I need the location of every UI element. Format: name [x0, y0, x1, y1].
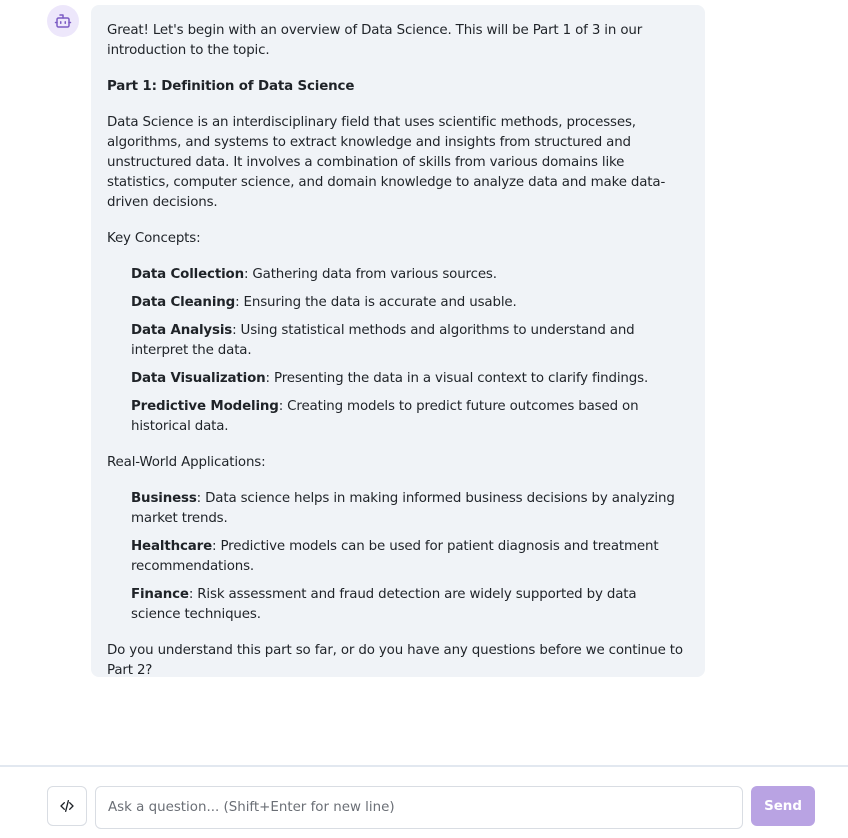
message-definition: Data Science is an interdisciplinary field that uses scientific methods, processes, algorithms, and systems to extract knowledge and insights from structured and unstructured data. It involves a combination of skills from various domains like statistics, computer science, and domain knowledge to analyze data and make data-driven decisions.: [107, 115, 666, 210]
list-item: [131, 537, 689, 577]
list-item-term: Data Collection: [131, 267, 244, 282]
list-item: [131, 321, 689, 361]
applications-list: [107, 489, 689, 625]
list-item-term: Data Visualization: [131, 371, 266, 386]
list-item-term: Healthcare: [131, 539, 213, 554]
key-concepts-label: Key Concepts:: [107, 231, 201, 246]
list-item-term: Data Cleaning: [131, 295, 236, 310]
list-item-desc: : Ensuring the data is accurate and usable.: [235, 295, 517, 310]
list-item-desc: : Data science helps in making informed business decisions by analyzing market trends.: [131, 491, 675, 526]
list-item-desc: : Risk assessment and fraud detection are widely supported by data science techniques.: [131, 587, 637, 622]
list-item-term: Finance: [131, 587, 189, 602]
input-bar: [0, 765, 848, 838]
question-input[interactable]: [95, 786, 743, 829]
list-item-desc: : Using statistical methods and algorithms to understand and interpret the data.: [131, 323, 635, 358]
list-item-term: Business: [131, 491, 197, 506]
list-item: [131, 397, 689, 437]
list-item-desc: : Gathering data from various sources.: [243, 267, 497, 282]
bot-avatar: [47, 5, 79, 37]
list-item: [131, 293, 689, 313]
list-item-term: Predictive Modeling: [131, 399, 279, 414]
message-closing: Do you understand this part so far, or do you have any questions before we continue to Part 2?: [107, 643, 683, 678]
message-heading: Part 1: Definition of Data Science: [107, 79, 355, 94]
list-item-desc: : Creating models to predict future outcomes based on historical data.: [131, 399, 639, 434]
list-item-desc: : Presenting the data in a visual context to clarify findings.: [265, 371, 649, 386]
applications-label: Real-World Applications:: [107, 455, 266, 470]
list-item: [131, 265, 689, 285]
list-item: [131, 369, 689, 389]
list-item-term: Data Analysis: [131, 323, 233, 338]
code-icon: [59, 798, 75, 814]
list-item: [131, 585, 689, 625]
list-item: [131, 489, 689, 529]
robot-icon: [54, 12, 72, 30]
code-mode-button[interactable]: [47, 786, 87, 826]
assistant-message: [91, 5, 705, 677]
send-button[interactable]: Send: [751, 786, 815, 826]
key-concepts-list: [107, 265, 689, 437]
list-item-desc: : Predictive models can be used for patient diagnosis and treatment recommendations.: [131, 539, 659, 574]
message-intro: Great! Let's begin with an overview of Data Science. This will be Part 1 of 3 in our introduction to the topic.: [107, 23, 643, 58]
